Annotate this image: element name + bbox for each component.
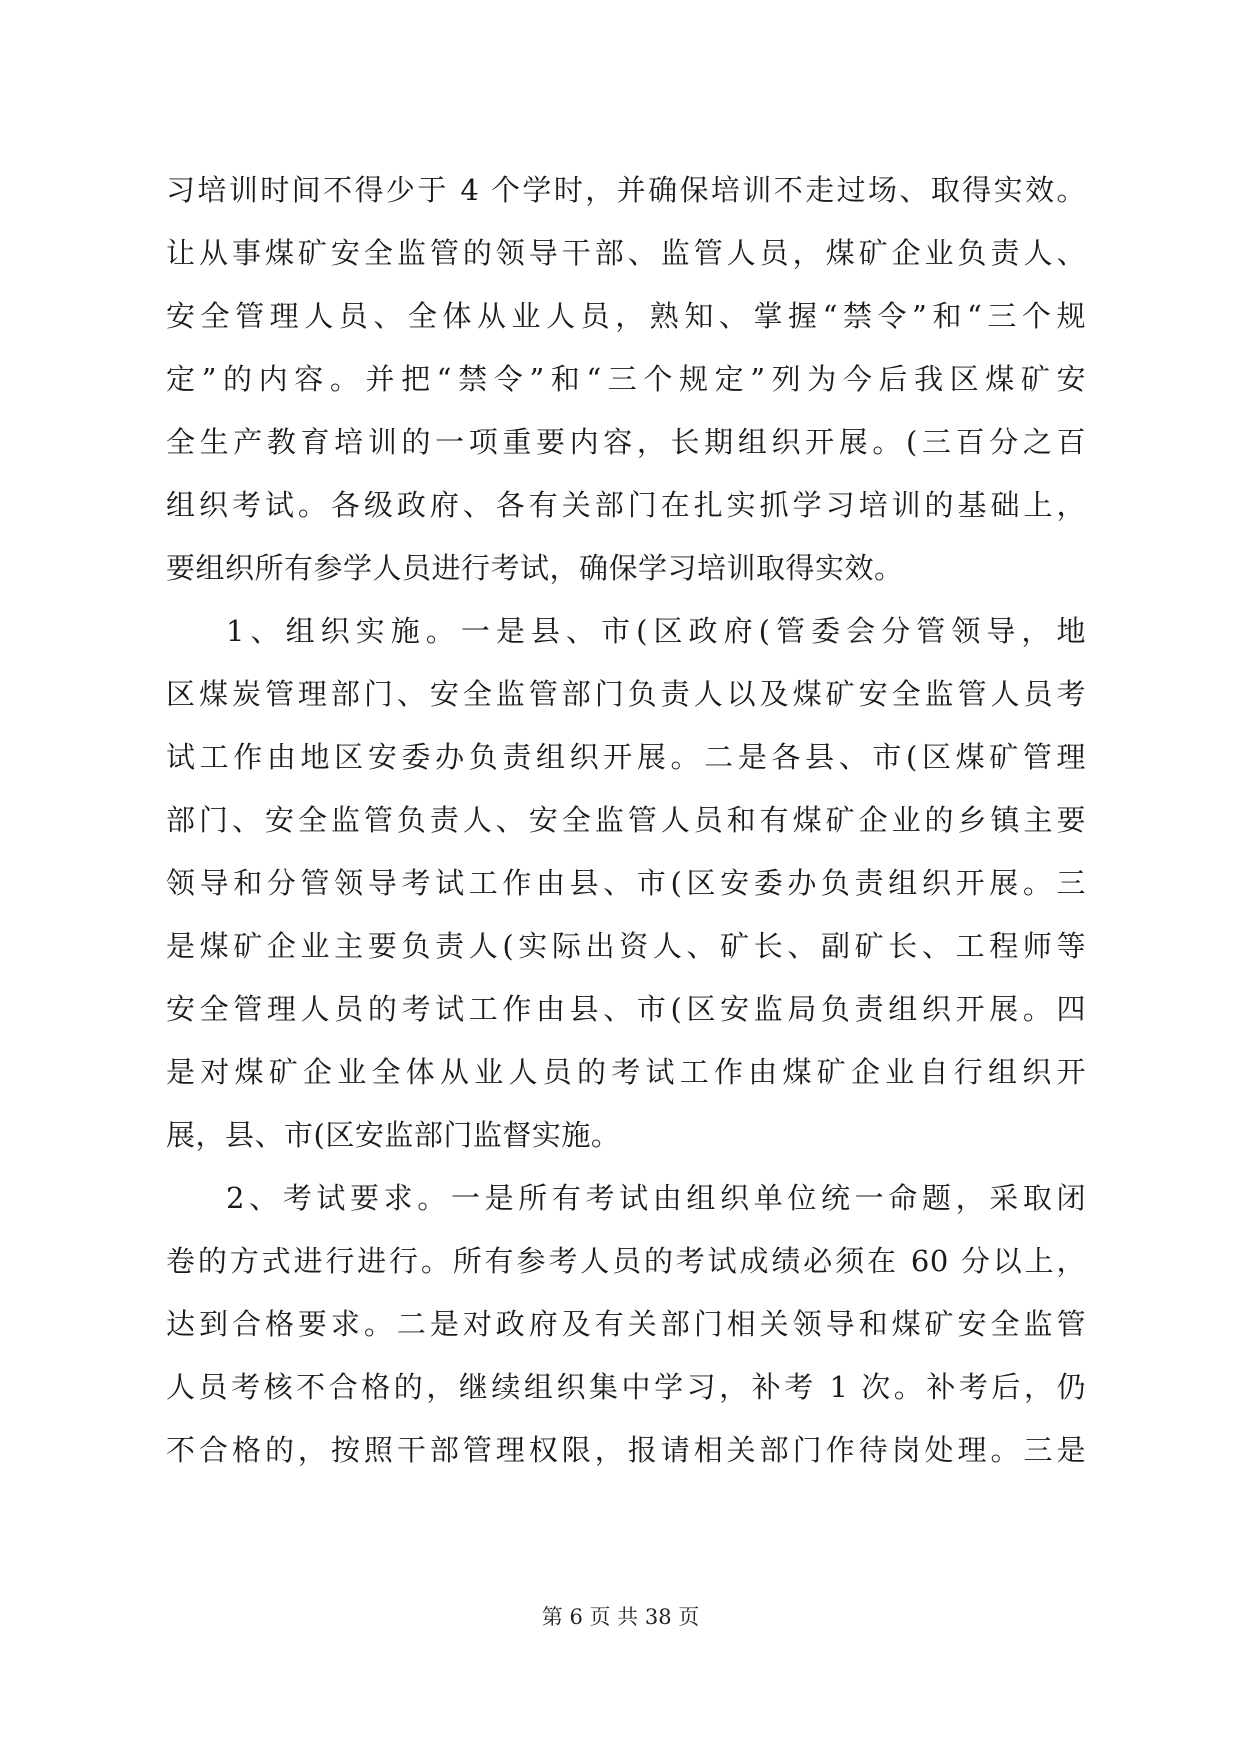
text-line: 定”的内容。并把“禁令”和“三个规定”列为今后我区煤矿安: [166, 362, 1086, 396]
text-line: 安全管理人员的考试工作由县、市(区安监局负责组织开展。四: [166, 992, 1086, 1026]
text-line: 人员考核不合格的，继续组织集中学习，补考 1 次。补考后，仍: [166, 1370, 1086, 1404]
text-line: 是对煤矿企业全体从业人员的考试工作由煤矿企业自行组织开: [166, 1055, 1086, 1089]
text-line: 1、组织实施。一是县、市(区政府(管委会分管领导，地: [226, 614, 1086, 648]
text-line: 领导和分管领导考试工作由县、市(区安委办负责组织开展。三: [166, 866, 1086, 900]
text-line: 达到合格要求。二是对政府及有关部门相关领导和煤矿安全监管: [166, 1307, 1086, 1341]
text-line: 部门、安全监管负责人、安全监管人员和有煤矿企业的乡镇主要: [166, 803, 1086, 837]
text-line: 展，县、市(区安监部门监督实施。: [166, 1118, 621, 1152]
text-line: 区煤炭管理部门、安全监管部门负责人以及煤矿安全监管人员考: [166, 677, 1086, 711]
text-line: 全生产教育培训的一项重要内容，长期组织开展。(三百分之百: [166, 425, 1086, 459]
text-line: 不合格的，按照干部管理权限，报请相关部门作待岗处理。三是: [166, 1433, 1086, 1467]
text-line: 组织考试。各级政府、各有关部门在扎实抓学习培训的基础上，: [166, 488, 1086, 522]
text-line: 试工作由地区安委办负责组织开展。二是各县、市(区煤矿管理: [166, 740, 1086, 774]
text-line: 要组织所有参学人员进行考试，确保学习培训取得实效。: [166, 551, 904, 585]
text-line: 习培训时间不得少于 4 个学时，并确保培训不走过场、取得实效。: [166, 173, 1086, 207]
text-line: 让从事煤矿安全监管的领导干部、监管人员，煤矿企业负责人、: [166, 236, 1086, 270]
text-line: 卷的方式进行进行。所有参考人员的考试成绩必须在 60 分以上，: [166, 1244, 1086, 1278]
text-line: 是煤矿企业主要负责人(实际出资人、矿长、副矿长、工程师等: [166, 929, 1086, 963]
document-body: [166, 159, 1086, 1482]
text-line: 安全管理人员、全体从业人员，熟知、掌握“禁令”和“三个规: [166, 299, 1086, 333]
page-number-footer: 第 6 页 共 38 页: [541, 1605, 700, 1629]
text-line: 2、考试要求。一是所有考试由组织单位统一命题，采取闭: [226, 1181, 1086, 1215]
